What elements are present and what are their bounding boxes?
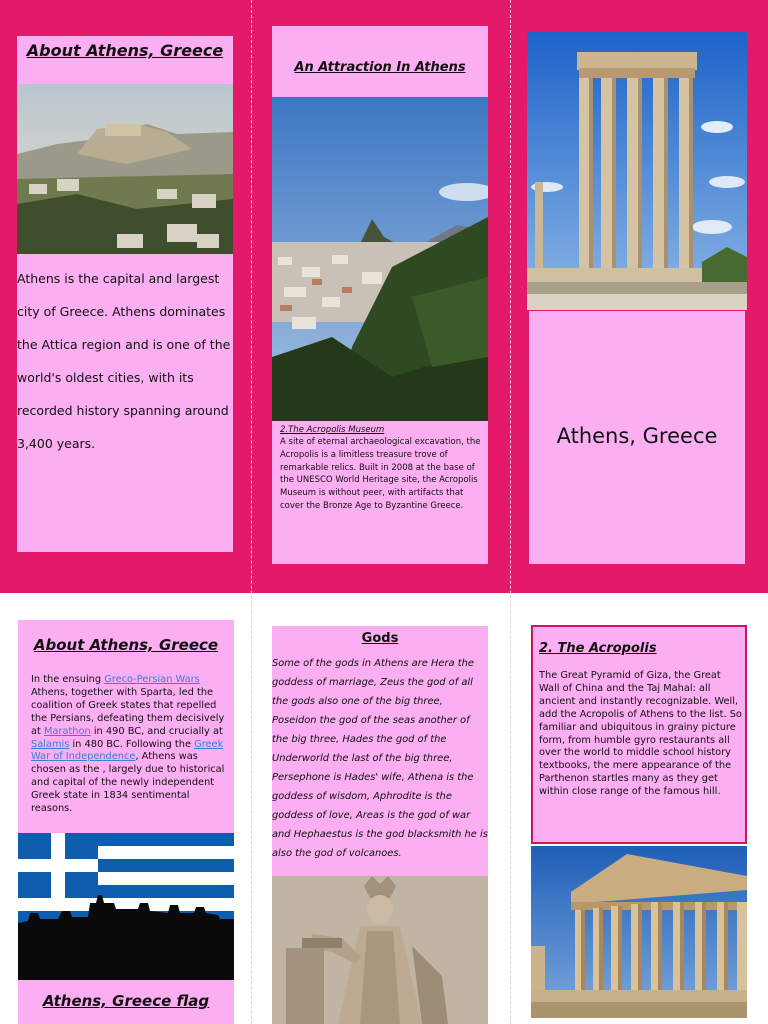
greek-flag-image <box>18 833 234 980</box>
top-right-cover-panel <box>529 311 745 564</box>
greco-persian-wars-link[interactable]: Greco-Persian Wars <box>104 674 200 685</box>
about-athens-history <box>31 674 226 830</box>
panel-title: 2. The Acropolis <box>539 641 657 656</box>
bottom-left-panel <box>18 620 234 1024</box>
bottom-right-panel <box>531 625 747 844</box>
top-middle-panel <box>272 26 488 564</box>
museum-caption-body: A site of eternal archaeological excavation, the Acropolis is a limitless treasure trove of remarkable relics. Built in 2008 at the base of the UNESCO World Heritage site, the Acropolis Museum is without peer, with artifacts that cover the Bronze Age to Byzantine Greece. <box>280 437 481 511</box>
gods-paragraph: Some of the gods in Athens are Hera the goddess of marriage, Zeus the god of all the gods also one of the big three, Poseidon the god of the seas another of the big three, Hades the god of the Underworld the last of the big three, Persephone is Hades' wife, Athena is the goddess of wisdom, Aphrodite is the goddess of love, Areas is the god of war and Hephaestus is the god blacksmith he is also the god of volcanoes. <box>272 658 488 859</box>
panel-title: About Athens, Greece <box>33 636 219 654</box>
parthenon-photo <box>531 846 747 1018</box>
panel-title: About Athens, Greece <box>26 41 224 60</box>
acropolis-paragraph: The Great Pyramid of Giza, the Great Wall of China and the Taj Mahal: all ancient and instantly recognizable. Well, add the Acropolis of Athens to the list. So familiar and ubiquitous in grainy picture form, from humble gyro restaurants all over the world to middle school history textbooks, the mere appearance of the Parthenon startles many as they get within close range of the famous hill. <box>539 670 742 798</box>
museum-caption-title: 2.The Acropolis Museum <box>280 425 385 435</box>
history-text-3: in 490 BC, and crucially at <box>90 725 223 737</box>
about-athens-paragraph: Athens is the capital and largest city of Greece. Athens dominates the Attica region and is one of the world's oldest cities, with its recorded history spanning around 3,400 years. <box>17 271 231 451</box>
history-text-1: In the ensuing <box>31 674 105 685</box>
cover-title: Athens, Greece <box>556 424 718 448</box>
panel-title: Gods <box>361 631 399 646</box>
panel-title: An Attraction In Athens <box>294 60 466 75</box>
marathon-link[interactable]: Marathon <box>43 725 91 737</box>
athena-statue-photo <box>272 876 488 1024</box>
bottom-middle-panel <box>272 626 488 876</box>
greek-war-of-independence-link[interactable]: Greek War of Independence <box>31 738 224 763</box>
history-text-4: in 480 BC. Following the <box>69 738 195 750</box>
acropolis-hill-photo <box>17 84 233 254</box>
athens-city-photo <box>272 97 488 421</box>
history-text-2: Athens, together with Sparta, led the coalition of Greek states that repelled the Persians, defeating them decisively at <box>31 686 225 737</box>
fold-line-right <box>510 0 511 1024</box>
top-left-panel <box>17 36 233 552</box>
history-text-5: , Athens was chosen as the , largely due to historical and capital of the newly independent Greek state in 1834 sentimental reasons. <box>31 751 225 815</box>
temple-of-zeus-photo <box>527 32 747 310</box>
salamis-link[interactable]: Salamis <box>31 738 70 750</box>
flag-caption: Athens, Greece flag <box>42 992 210 1010</box>
fold-line-left <box>251 0 252 1024</box>
